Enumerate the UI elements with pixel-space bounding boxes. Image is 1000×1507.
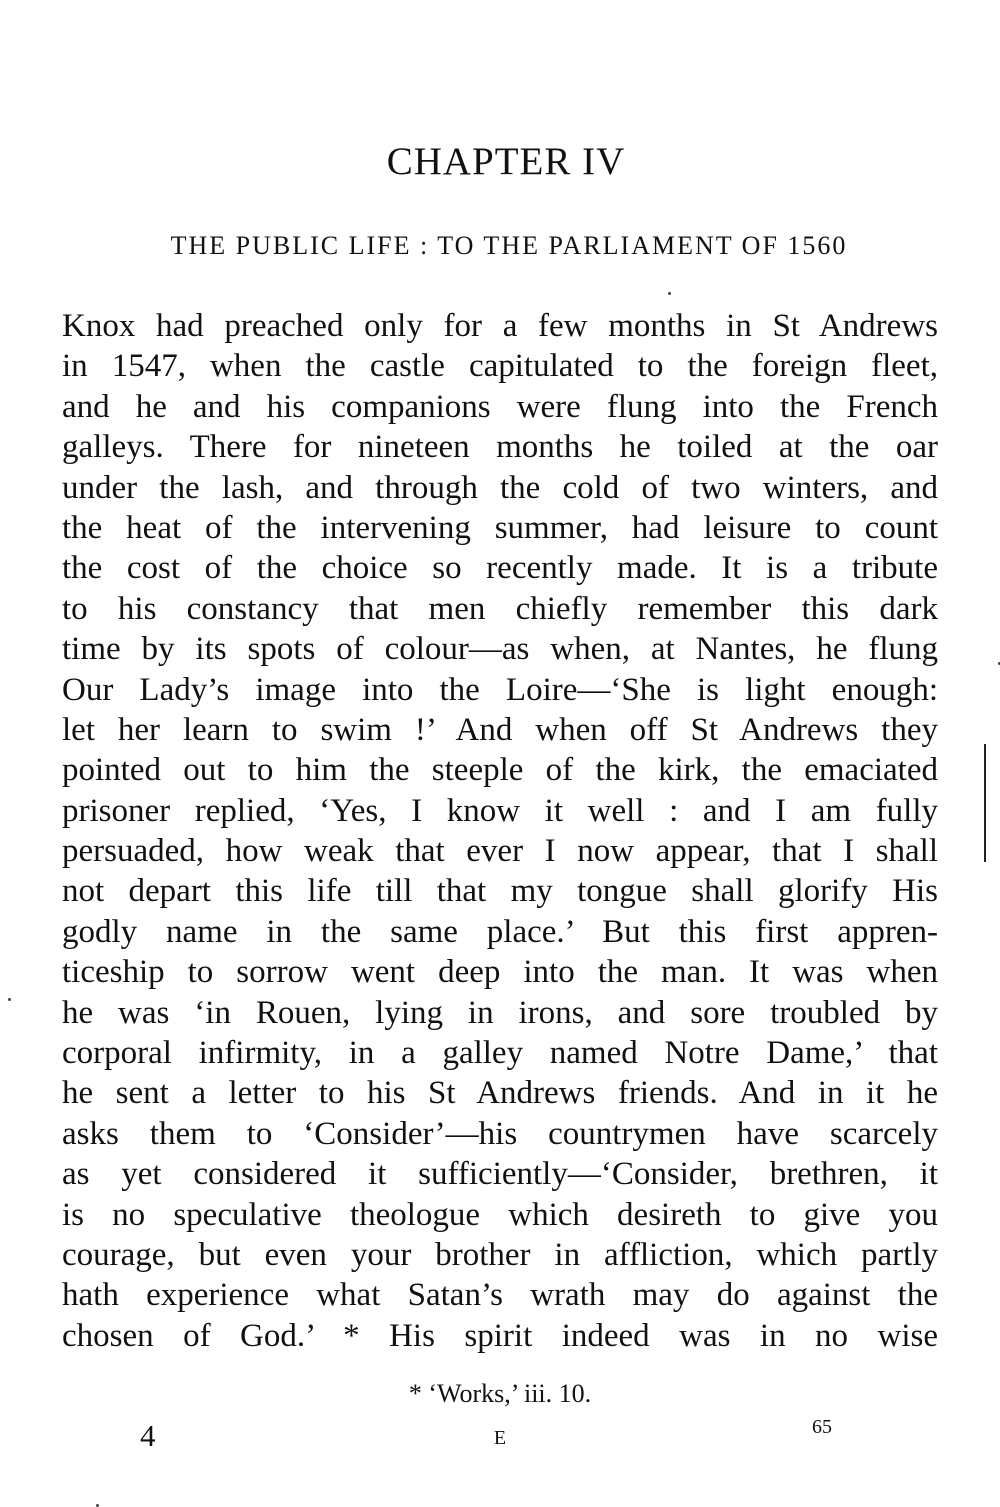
body-line: Our Lady’s image into the Loire—‘She is light enough: xyxy=(62,671,938,708)
body-line: time by its spots of colour—as when, at Nantes, he flung xyxy=(62,631,938,668)
body-line: Knox had preached only for a few months in St Andrews xyxy=(62,308,938,344)
section-heading: THE PUBLIC LIFE : TO THE PARLIAMENT OF 1560 xyxy=(170,231,848,260)
body-line: under the lash, and through the cold of two winters, and xyxy=(62,469,938,506)
body-line: in 1547, when the castle capitulated to the foreign fleet, xyxy=(62,348,938,385)
body-line: godly name in the same place.’ But this first appren- xyxy=(62,913,938,950)
body-line: let her learn to swim !’ And when off St Andrews they xyxy=(62,711,938,748)
paper-speck xyxy=(668,292,671,295)
folio-left: 4 xyxy=(140,1418,156,1453)
body-line: the cost of the choice so recently made. It is a tribute xyxy=(62,550,938,587)
body-line: to his constancy that men chiefly remember this dark xyxy=(62,590,938,627)
body-line: ticeship to sorrow went deep into the man. It was when xyxy=(62,954,938,991)
body-line: as yet considered it sufficiently—‘Consider, brethren, it xyxy=(62,1156,938,1193)
body-line: he was ‘in Rouen, lying in irons, and sore troubled by xyxy=(62,994,938,1031)
body-text xyxy=(62,306,938,1356)
body-line: asks them to ‘Consider’—his countrymen have scarcely xyxy=(62,1115,938,1152)
body-line: chosen of God.’ * His spirit indeed was in no wise xyxy=(62,1317,938,1354)
body-line: he sent a letter to his St Andrews friends. And in it he xyxy=(62,1075,938,1112)
body-line: prisoner replied, ‘Yes, I know it well : and I am fully xyxy=(62,792,938,829)
body-line: the heat of the intervening summer, had leisure to count xyxy=(62,509,938,546)
body-line: persuaded, how weak that ever I now appear, that I shall xyxy=(62,833,938,870)
footnote: * ‘Works,’ iii. 10. xyxy=(408,1379,592,1408)
body-line: not depart this life till that my tongue shall glorify His xyxy=(62,873,938,910)
body-line: is no speculative theologue which desireth to give you xyxy=(62,1196,938,1233)
signature-mark: E xyxy=(493,1427,507,1449)
paper-speck xyxy=(8,998,11,1001)
chapter-heading: CHAPTER IV xyxy=(386,140,626,183)
body-line: and he and his companions were flung into the French xyxy=(62,388,938,425)
margin-pencil-mark xyxy=(984,744,986,862)
body-line: courage, but even your brother in affliction, which partly xyxy=(62,1236,938,1273)
body-line: hath experience what Satan’s wrath may do against the xyxy=(62,1277,938,1314)
page-number: 65 xyxy=(812,1416,832,1438)
body-line: galleys. There for nineteen months he toiled at the oar xyxy=(62,429,938,466)
body-line: corporal infirmity, in a galley named Notre Dame,’ that xyxy=(62,1035,938,1072)
body-line: pointed out to him the steeple of the kirk, the emaciated xyxy=(62,752,938,789)
